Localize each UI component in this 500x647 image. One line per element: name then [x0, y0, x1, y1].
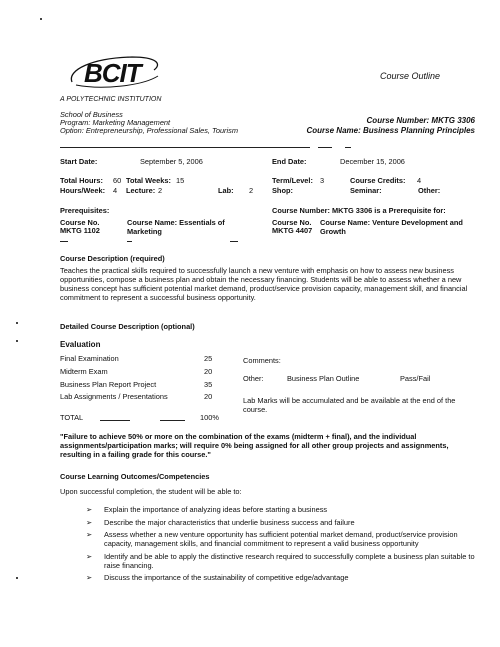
outcomes-title: Course Learning Outcomes/Competencies [60, 472, 210, 481]
eval-item-value: 20 [204, 392, 213, 401]
outcome-item [86, 553, 486, 570]
lecture-label: Lecture: [126, 186, 156, 195]
end-date-value: December 15, 2006 [340, 157, 405, 166]
eval-total-label: TOTAL [60, 413, 84, 422]
course-credits-value: 4 [417, 176, 422, 185]
eval-item-value: 25 [204, 354, 213, 363]
logo-text: BCIT [84, 58, 141, 88]
doc-type: Course Outline [380, 71, 441, 81]
arrow-bullet-icon: ➢ [86, 573, 93, 583]
term-level-label: Term/Level: [272, 176, 313, 185]
lab-label: Lab: [218, 186, 234, 195]
outcome-text: Describe the major characteristics that underlie business success and failure [104, 517, 355, 527]
outcome-item [86, 506, 486, 515]
start-date-label: Start Date: [60, 157, 98, 166]
header-divider-dot [345, 147, 351, 148]
shop-label: Shop: [272, 186, 293, 195]
scan-speck [16, 340, 18, 342]
bcit-logo [62, 52, 172, 92]
institution-tagline: A POLYTECHNIC INSTITUTION [60, 96, 162, 103]
prereq-tick-2 [127, 241, 132, 242]
eval-item-label: Lab Assignments / Presentations [60, 392, 168, 401]
program-option: Option: Entrepreneurship, Professional Sales, Tourism [60, 126, 239, 135]
prereq-for-course-no-value: MKTG 4407 [272, 226, 313, 235]
eval-other-grade: Pass/Fail [400, 374, 431, 383]
hours-week-value: 4 [113, 186, 118, 195]
outcome-text: Assess whether a new venture opportunity has sufficient potential market demand, product/service provision capacity, management skills, and financial commitment to represent a valid business opportunity [104, 530, 458, 549]
term-level-value: 3 [320, 176, 325, 185]
total-weeks-value: 15 [176, 176, 185, 185]
prereq-tick-1 [60, 241, 68, 242]
eval-other-label: Other: [243, 374, 264, 383]
outcome-text: Identify and be able to apply the distinctive research required to successfully complete a business plan suitable to raise financing. [104, 551, 475, 570]
total-weeks-label: Total Weeks: [126, 176, 171, 185]
prereq-for-course-no-label: Course No. [272, 218, 312, 227]
scan-speck [16, 577, 18, 579]
eval-other-item: Business Plan Outline [287, 374, 360, 383]
lab-value: 2 [249, 186, 254, 195]
total-hours-value: 60 [113, 176, 122, 185]
comments-label: Comments: [243, 356, 281, 365]
eval-item-label: Final Examination [60, 354, 119, 363]
hours-week-label: Hours/Week: [60, 186, 106, 195]
arrow-bullet-icon: ➢ [86, 517, 93, 527]
eval-total-value: 100% [200, 413, 219, 422]
eval-item-value: 35 [204, 380, 213, 389]
start-date-value: September 5, 2006 [140, 157, 203, 166]
other-label: Other: [418, 186, 441, 195]
outcome-item [86, 519, 486, 528]
prereq-course-name-label: Course Name: [127, 218, 178, 227]
lab-marks-note: Lab Marks will be accumulated and be available at the end of the course. [243, 396, 456, 414]
prerequisites-title: Prerequisites: [60, 206, 110, 215]
prereq-course-name [127, 219, 242, 236]
detailed-description-title: Detailed Course Description (optional) [60, 322, 195, 331]
total-hours-label: Total Hours: [60, 176, 103, 185]
scan-speck [40, 18, 42, 20]
prereq-course-name-value: Essentials of Marketing [127, 218, 225, 236]
outcome-item [86, 574, 486, 583]
description-body: Teaches the practical skills required to successfully launch a new venture with emphasis on how to assess new business opportunities, compose a business plan and obtain the necessary financing. Students will be able to assess whether a new business concept has sufficient potential market demand, product/service provision capacity, management skill, and financial commitment to represent a successful business opportunity. [60, 266, 468, 302]
header-divider-left [60, 147, 310, 148]
outcome-text: Discuss the importance of the sustainability of competitive edge/advantage [104, 573, 349, 583]
course-name: Course Name: Business Planning Principles [306, 126, 475, 135]
prereq-for-title: Course Number: MKTG 3306 is a Prerequisite for: [272, 206, 446, 215]
lecture-value: 2 [158, 186, 163, 195]
evaluation-title: Evaluation [60, 340, 101, 349]
outcomes-list [86, 506, 486, 587]
eval-item-value: 20 [204, 367, 213, 376]
eval-total-rule-2 [160, 420, 185, 421]
prereq-for-course-name-label: Course Name: [320, 218, 371, 227]
school-name: School of Business [60, 110, 123, 119]
prereq-course-no-label: Course No. [60, 218, 100, 227]
prereq-course-no-value: MKTG 1102 [60, 226, 100, 235]
arrow-bullet-icon: ➢ [86, 551, 93, 561]
outcome-item [86, 531, 486, 548]
eval-total-rule-1 [100, 420, 130, 421]
prereq-for-course-name [320, 219, 470, 236]
eval-item-label: Midterm Exam [60, 367, 108, 376]
arrow-bullet-icon: ➢ [86, 530, 93, 540]
outcomes-intro: Upon successful completion, the student will be able to: [60, 487, 242, 496]
prereq-for-course-name-value: Venture Development and Growth [320, 218, 463, 236]
failure-policy-note: "Failure to achieve 50% or more on the combination of the exams (midterm + final), and the individual assignments/participation marks; will require 0% being assigned for all other group projects and assignments, resulting in a failing grade for this course." [60, 432, 449, 459]
seminar-label: Seminar: [350, 186, 382, 195]
eval-item-label: Business Plan Report Project [60, 380, 157, 389]
arrow-bullet-icon: ➢ [86, 505, 93, 514]
header-divider-dash [318, 147, 332, 148]
prereq-tick-3 [230, 241, 238, 242]
course-credits-label: Course Credits: [350, 176, 406, 185]
scan-speck [16, 322, 18, 324]
description-title: Course Description (required) [60, 254, 165, 263]
course-number: Course Number: MKTG 3306 [366, 116, 475, 125]
program-name: Program: Marketing Management [60, 118, 171, 127]
outcome-text: Explain the importance of analyzing ideas before starting a business [104, 505, 328, 514]
end-date-label: End Date: [272, 157, 307, 166]
